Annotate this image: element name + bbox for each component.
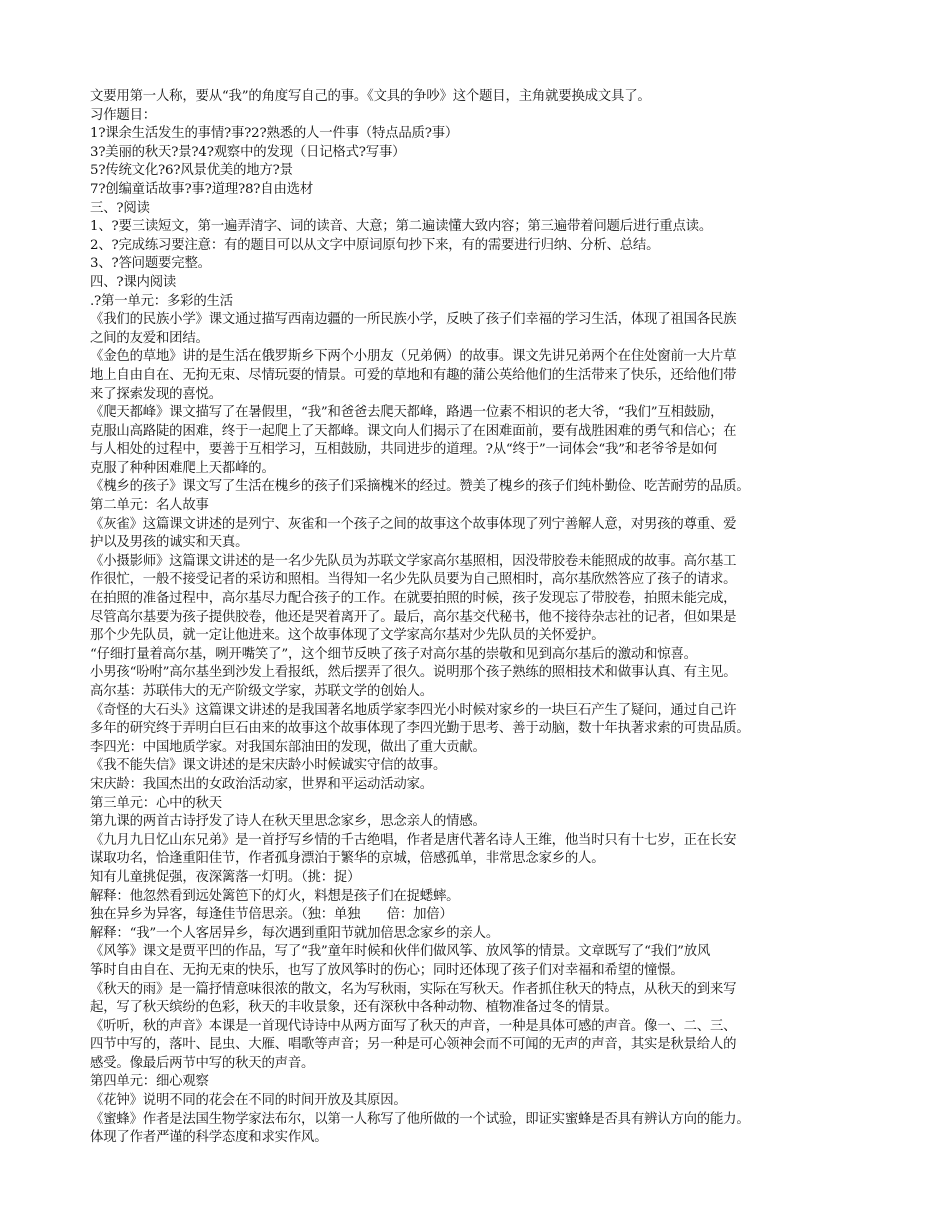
text-line: 筝时自由自在、无拘无束的快乐，也写了放风筝时的伤心；同时还体现了孩子们对幸福和希望的憧憬。 <box>90 962 684 978</box>
text-line: 《金色的草地》讲的是生活在俄罗斯乡下两个小朋友（兄弟俩）的故事。课文先讲兄弟两个在住处窗前一大片草 <box>90 349 737 365</box>
text-line: 第三单元：心中的秋天 <box>90 795 222 811</box>
text-line: 知有儿童挑促强，夜深篱落一灯明。（挑：捉） <box>90 869 361 885</box>
text-line: 四、?课内阅读 <box>90 274 177 290</box>
text-line: 《花钟》说明不同的花会在不同的时间开放及其原因。 <box>90 1093 407 1109</box>
text-line: 第四单元：细心观察 <box>90 1074 209 1090</box>
text-line: 小男孩“吩咐”高尔基坐到沙发上看报纸，然后摆弄了很久。说明那个孩子熟练的照相技术和做事认真、有主见。 <box>90 665 737 681</box>
text-line: 独在异乡为异客，每逢佳节倍思亲。（独：单独 倍：加倍） <box>90 907 453 923</box>
text-line: 1、?要三读短文，第一遍弄清字、词的读音、大意；第二遍读懂大致内容；第三遍带着问题后进行重点读。 <box>90 219 713 235</box>
text-line: 起，写了秋天缤纷的色彩，秋天的丰收景象，还有深秋中各种动物、植物准备过冬的情景。 <box>90 1000 618 1016</box>
text-line: 7?创编童话故事?事?道理?8?自由选材 <box>90 181 314 197</box>
text-line: “仔细打量着高尔基，咧开嘴笑了”，这个细节反映了孩子对高尔基的崇敬和见到高尔基后的激动和惊喜。 <box>90 646 697 662</box>
text-line: 《我们的民族小学》课文通过描写西南边疆的一所民族小学，反映了孩子们幸福的学习生活，体现了祖国各民族 <box>90 312 737 328</box>
text-line: 3?美丽的秋天?景?4?观察中的发现（日记格式?写事） <box>90 144 406 160</box>
text-line: 2、?完成练习要注意：有的题目可以从文字中原词原句抄下来，有的需要进行归纳、分析、总结。 <box>90 237 660 253</box>
text-line: 尽管高尔基要为孩子提供胶卷，他还是哭着离开了。最后，高尔基交代秘书，他不接待杂志社的记者，但如果是 <box>90 609 737 625</box>
text-line: 之间的友爱和团结。 <box>90 330 209 346</box>
text-line: 《秋天的雨》是一篇抒情意味很浓的散文，名为写秋雨，实际在写秋天。作者抓住秋天的特点，从秋天的到来写 <box>90 981 737 997</box>
text-line: 克服山高路陡的困难，终于一起爬上了天都峰。课文向人们揭示了在困难面前，要有战胜困难的勇气和信心；在 <box>90 423 737 439</box>
text-line: 宋庆龄：我国杰出的女政治活动家，世界和平运动活动家。 <box>90 776 433 792</box>
text-line: 那个少先队员，就一定让他进来。这个故事体现了文学家高尔基对少先队员的关怀爱护。 <box>90 628 605 644</box>
text-line: 作很忙，一般不接受记者的采访和照相。当得知一名少先队员要为自己照相时，高尔基欣然答应了孩子的请求。 <box>90 572 737 588</box>
text-line: 护以及男孩的诚实和天真。 <box>90 535 249 551</box>
text-line: 1?课余生活发生的事情?事?2?熟悉的人一件事（特点品质?事） <box>90 126 459 142</box>
text-line: 在拍照的准备过程中，高尔基尽力配合孩子的工作。在就要拍照的时候，孩子发现忘了带胶卷，拍照未能完成， <box>90 591 737 607</box>
text-line: 文要用第一人称，要从“我”的角度写自己的事。《文具的争吵》这个题目，主角就要换成文具了。 <box>90 89 651 104</box>
text-line: 《爬天都峰》课文描写了在暑假里，“我”和爸爸去爬天都峰，路遇一位素不相识的老大爷，“我们”互相鼓励， <box>90 405 724 421</box>
text-line: 三、?阅读 <box>90 200 150 216</box>
text-line: 《九月九日忆山东兄弟》是一首抒写乡情的千古绝唱，作者是唐代著名诗人王维，他当时只有十七岁，正在长安 <box>90 832 737 848</box>
text-line: 体现了作者严谨的科学态度和求实作风。 <box>90 1130 328 1146</box>
text-line: 5?传统文化?6?风景优美的地方?景 <box>90 163 293 179</box>
text-line: 多年的研究终于弄明白巨石由来的故事这个故事体现了李四光勤于思考、善于动脑，数十年执著求索的可贵品质。 <box>90 721 750 737</box>
text-line: 《灰雀》这篇课文讲述的是列宁、灰雀和一个孩子之间的故事这个故事体现了列宁善解人意，对男孩的尊重、爱 <box>90 516 737 532</box>
text-line: 与人相处的过程中，要善于互相学习，互相鼓励，共同进步的道理。?从“终于”一词体会“我”和老爷爷是如何 <box>90 442 718 458</box>
text-line: 3、?答问题要完整。 <box>90 256 211 272</box>
text-line: 《槐乡的孩子》课文写了生活在槐乡的孩子们采摘槐米的经过。赞美了槐乡的孩子们纯朴勤俭、吃苦耐劳的品质。 <box>90 479 750 495</box>
text-line: 四节中写的，落叶、昆虫、大雁、唱歌等声音；另一种是可心领神会而不可闻的无声的声音，其实是秋景给人的 <box>90 1037 737 1053</box>
text-line: 地上自由自在、无拘无束、尽情玩耍的情景。可爱的草地和有趣的蒲公英给他们的生活带来了快乐，还给他们带 <box>90 367 737 383</box>
text-line: 《蜜蜂》作者是法国生物学家法布尔，以第一人称写了他所做的一个试验，即证实蜜蜂是否具有辨认方向的能力。 <box>90 1111 750 1127</box>
text-line: 李四光：中国地质学家。对我国东部油田的发现，做出了重大贡献。 <box>90 739 486 755</box>
text-line: .?第一单元：多彩的生活 <box>90 293 233 309</box>
text-line: 《奇怪的大石头》这篇课文讲述的是我国著名地质学家李四光小时候对家乡的一块巨石产生了疑问，通过自己许 <box>90 702 737 718</box>
text-line: 高尔基：苏联伟大的无产阶级文学家，苏联文学的创始人。 <box>90 684 433 699</box>
text-line: 《小摄影师》这篇课文讲述的是一名少先队员为苏联文学家高尔基照相，因没带胶卷未能照成的故事。高尔基工 <box>90 553 737 569</box>
text-line: 第九课的两首古诗抒发了诗人在秋天里思念家乡，思念亲人的情感。 <box>90 814 486 830</box>
text-line: 《听听，秋的声音》本课是一首现代诗诗中从两方面写了秋天的声音，一种是具体可感的声音。像一、二、三、 <box>90 1018 737 1034</box>
document-page <box>90 88 860 1148</box>
text-line: 解释：他忽然看到远处篱笆下的灯火，料想是孩子们在捉蟋蟀。 <box>90 888 460 904</box>
text-line: 感受。像最后两节中写的秋天的声音。 <box>90 1055 315 1071</box>
text-line: 谋取功名，恰逢重阳佳节，作者孤身漂泊于繁华的京城，倍感孤单，非常思念家乡的人。 <box>90 851 605 867</box>
text-line: 解释：“我”一个人客居异乡，每次遇到重阳节就加倍思念家乡的亲人。 <box>90 925 500 941</box>
text-line: 第二单元：名人故事 <box>90 498 209 514</box>
text-line: 克服了种种困难爬上天都峰的。 <box>90 460 275 476</box>
text-line: 《我不能失信》课文讲述的是宋庆龄小时候诚实守信的故事。 <box>90 758 447 774</box>
text-line: 《风筝》课文是贾平凹的作品，写了“我”童年时候和伙伴们做风筝、放风筝的情景。文章既写了“我们”放风 <box>90 944 711 960</box>
text-line: 来了探索发现的喜悦。 <box>90 386 222 402</box>
text-line: 习作题目： <box>90 107 156 123</box>
